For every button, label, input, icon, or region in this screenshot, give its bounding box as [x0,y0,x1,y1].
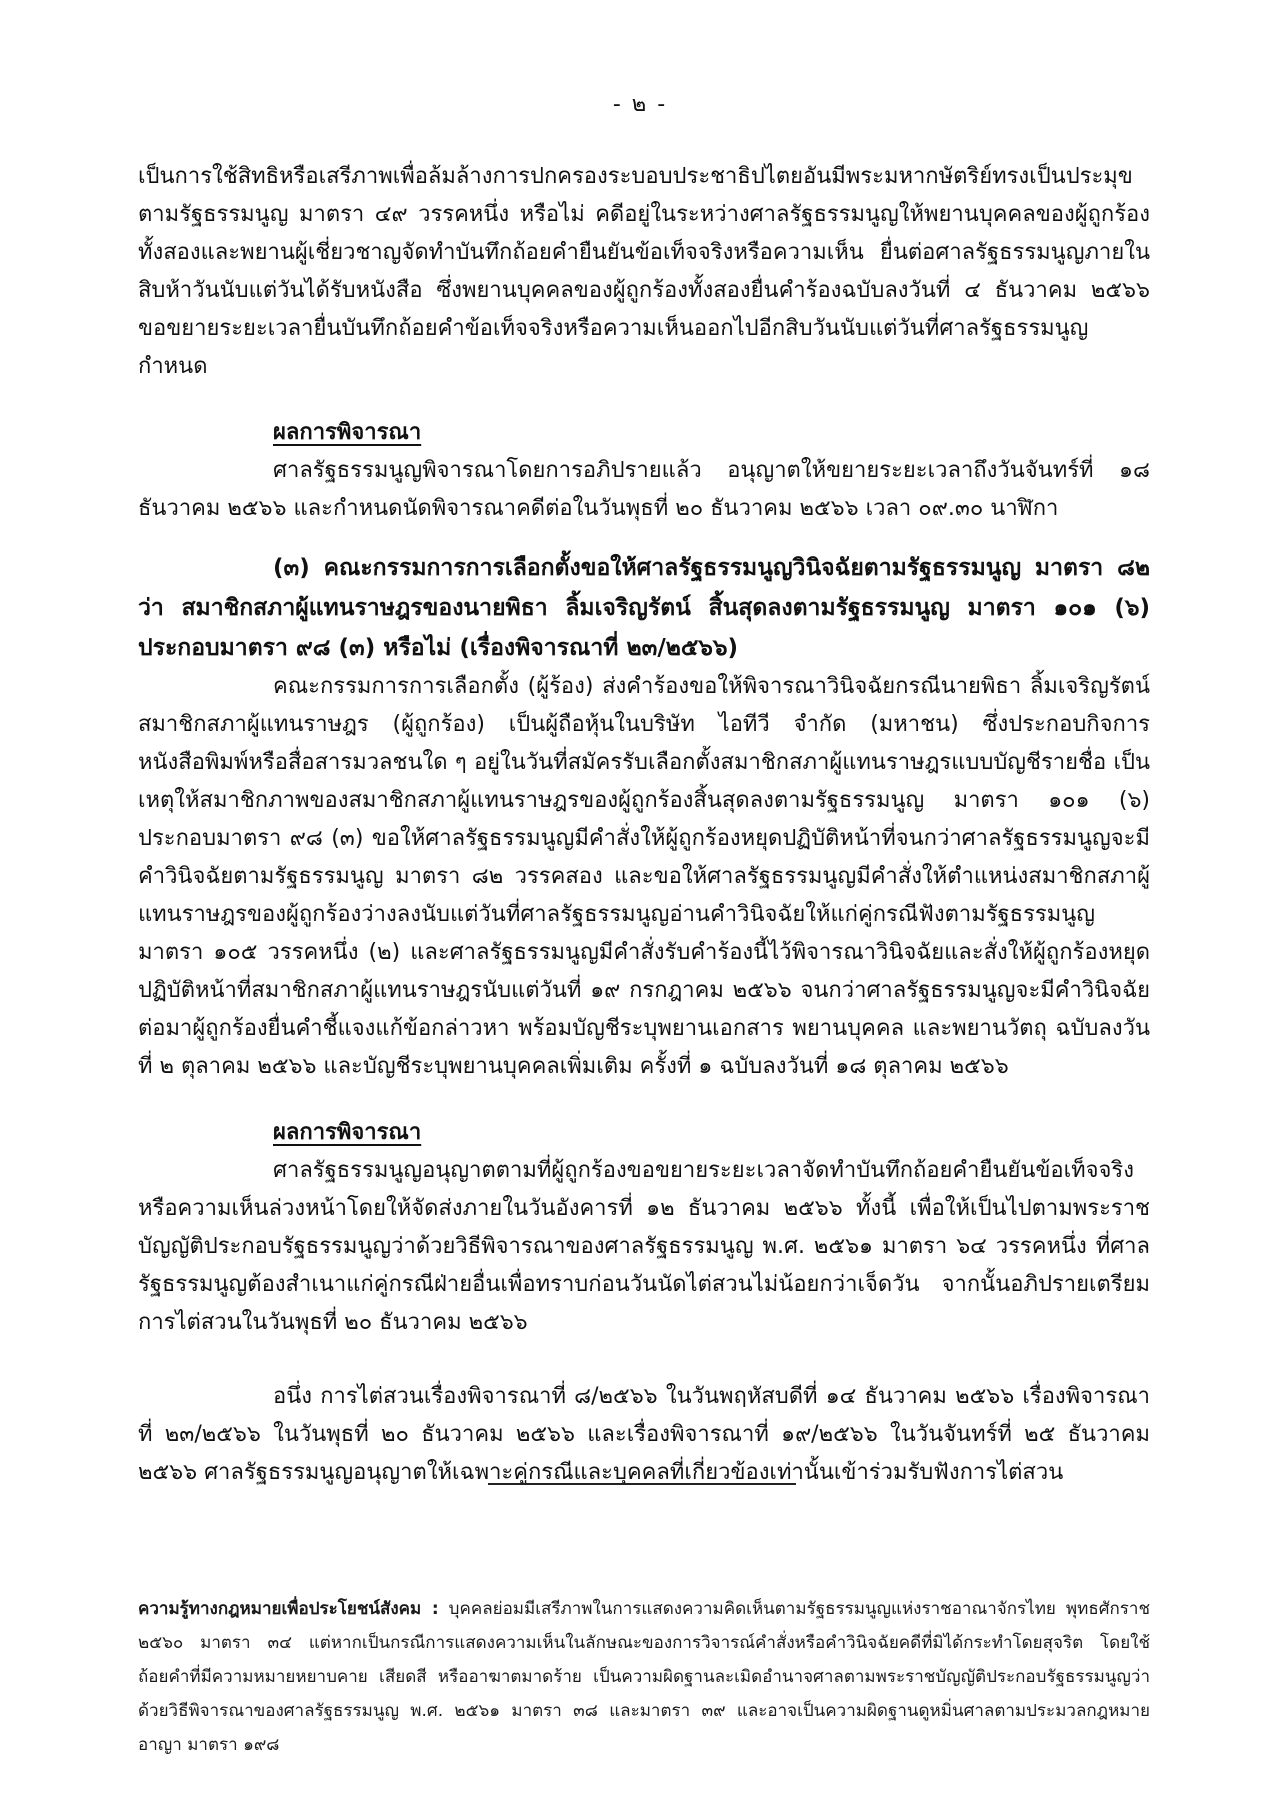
end-divider [488,1483,796,1485]
page-number: - ๒ - [612,92,668,117]
result-section-2 [138,1114,1150,1342]
result-text-2: ศาลรัฐธรรมนูญอนุญาตตามที่ผู้ถูกร้องขอขยายระยะเวลาจัดทำบันทึกถ้อยคำยืนยันข้อเท็จจริงหรือความเห็นล่วงหน้าโดยให้จัดส่งภายในวันอังคารที่ ๑๒ ธันวาคม ๒๕๖๖ ทั้งนี้ เพื่อให้เป็นไปตามพระราชบัญญัติประกอบรัฐธรรมนูญว่าด้วยวิธีพิจารณาของศาลรัฐธรรมนูญ พ.ศ. ๒๕๖๑ มาตรา ๖๔ วรรคหนึ่ง ที่ศาลรัฐธรรมนูญต้องสำเนาแก่คู่กรณีฝ่ายอื่นเพื่อทราบก่อนวันนัดไต่สวนไม่น้อยกว่าเจ็ดวัน จากนั้นอภิปรายเตรียมการไต่สวนในวันพุธที่ ๒๐ ธันวาคม ๒๕๖๖ [138,1158,1150,1335]
result-heading-2: ผลการพิจารณา [273,1120,422,1145]
document-body [138,158,1150,1492]
case-3-body: คณะกรรมการการเลือกตั้ง (ผู้ร้อง) ส่งคำร้องขอให้พิจารณาวินิจฉัยกรณีนายพิธา ลิ้มเจริญรัตน์ สมาชิกสภาผู้แทนราษฎร (ผู้ถูกร้อง) เป็นผู้ถือหุ้นในบริษัท ไอทีวี จำกัด (มหาชน) ซึ่งประกอบกิจการหนังสือพิมพ์หรือสื่อสารมวลชนใด ๆ อยู่ในวันที่สมัครรับเลือกตั้งสมาชิกสภาผู้แทนราษฎรแบบบัญชีรายชื่อ เป็นเหตุให้สมาชิกภาพของสมาชิกสภาผู้แทนราษฎรของผู้ถูกร้องสิ้นสุดลงตามรัฐธรรมนูญ มาตรา ๑๐๑ (๖) ประกอบมาตรา ๙๘ (๓) ขอให้ศาลรัฐธรรมนูญมีคำสั่งให้ผู้ถูกร้องหยุดปฏิบัติหน้าที่จนกว่าศาลรัฐธรรมนูญจะมีคำวินิจฉัยตามรัฐธรรมนูญ มาตรา ๘๒ วรรคสอง และขอให้ศาลรัฐธรรมนูญมีคำสั่งให้ตำแหน่งสมาชิกสภาผู้แทนราษฎรของผู้ถูกร้องว่างลงนับแต่วันที่ศาลรัฐธรรมนูญอ่านคำวินิจฉัยให้แก่คู่กรณีฟังตามรัฐธรรมนูญ มาตรา ๑๐๕ วรรคหนึ่ง (๒) และศาลรัฐธรรมนูญมีคำสั่งรับคำร้องนี้ไว้พิจารณาวินิจฉัยและสั่งให้ผู้ถูกร้องหยุดปฏิบัติหน้าที่สมาชิกสภาผู้แทนราษฎรนับแต่วันที่ ๑๙ กรกฎาคม ๒๕๖๖ จนกว่าศาลรัฐธรรมนูญจะมีคำวินิจฉัย ต่อมาผู้ถูกร้องยื่นคำชี้แจงแก้ข้อกล่าวหา พร้อมบัญชีระบุพยานเอกสาร พยานบุคคล และพยานวัตถุ ฉบับลงวันที่ ๒ ตุลาคม ๒๕๖๖ และบัญชีระบุพยานบุคคลเพิ่มเติม ครั้งที่ ๑ ฉบับลงวันที่ ๑๘ ตุลาคม ๒๕๖๖ [138,674,1150,1079]
footer-text: บุคคลย่อมมีเสรีภาพในการแสดงความคิดเห็นตามรัฐธรรมนูญแห่งราชอาณาจักรไทย พุทธศักราช ๒๕๖๐ มาตรา ๓๔ แต่หากเป็นกรณีการแสดงความเห็นในลักษณะของการวิจารณ์คำสั่งหรือคำวินิจฉัยคดีที่มิได้กระทำโดยสุจริต โดยใช้ถ้อยคำที่มีความหมายหยาบคาย เสียดสี หรืออาฆาตมาดร้าย เป็นความผิดฐานละเมิดอำนาจศาลตามพระราชบัญญัติประกอบรัฐธรรมนูญว่าด้วยวิธีพิจารณาของศาลรัฐธรรมนูญ พ.ศ. ๒๕๖๑ มาตรา ๓๘ และมาตรา ๓๙ และอาจเป็นความผิดฐานดูหมิ่นศาลตามประมวลกฎหมายอาญา มาตรา ๑๙๘ [138,1599,1151,1755]
case-3-section [138,548,1150,1086]
footer-label: ความรู้ทางกฎหมายเพื่อประโยชน์สังคม : [138,1599,439,1619]
legal-knowledge-footer [138,1592,1150,1762]
intro-paragraph: เป็นการใช้สิทธิหรือเสรีภาพเพื่อล้มล้างการปกครองระบอบประชาธิปไตยอันมีพระมหากษัตริย์ทรงเป็นประมุข ตามรัฐธรรมนูญ มาตรา ๔๙ วรรคหนึ่ง หรือไม่ คดีอยู่ในระหว่างศาลรัฐธรรมนูญให้พยานบุคคลของผู้ถูกร้องทั้งสองและพยานผู้เชี่ยวชาญจัดทำบันทึกถ้อยคำยืนยันข้อเท็จจริงหรือความเห็น ยื่นต่อศาลรัฐธรรมนูญภายในสิบห้าวันนับแต่วันได้รับหนังสือ ซึ่งพยานบุคคลของผู้ถูกร้องทั้งสองยื่นคำร้องฉบับลงวันที่ ๔ ธันวาคม ๒๕๖๖ ขอขยายระยะเวลายื่นบันทึกถ้อยคำข้อเท็จจริงหรือความเห็นออกไปอีกสิบวันนับแต่วันที่ศาลรัฐธรรมนูญกำหนด [138,164,1150,379]
closing-section [138,1378,1150,1492]
result-text-1: ศาลรัฐธรรมนูญพิจารณาโดยการอภิปรายแล้ว อนุญาตให้ขยายระยะเวลาถึงวันจันทร์ที่ ๑๘ ธันวาคม ๒๕๖๖ และกำหนดนัดพิจารณาคดีต่อในวันพุธที่ ๒๐ ธันวาคม ๒๕๖๖ เวลา ๐๙.๓๐ นาฬิกา [138,458,1150,521]
case-3-title: (๓) คณะกรรมการการเลือกตั้งขอให้ศาลรัฐธรรมนูญวินิจฉัยตามรัฐธรรมนูญ มาตรา ๘๒ ว่า สมาชิกสภาผู้แทนราษฎรของนายพิธา ลิ้มเจริญรัตน์ สิ้นสุดลงตามรัฐธรรมนูญ มาตรา ๑๐๑ (๖) ประกอบมาตรา ๙๘ (๓) หรือไม่ (เรื่องพิจารณาที่ ๒๓/๒๕๖๖) [138,555,1150,661]
result-heading-1: ผลการพิจารณา [273,420,422,445]
result-section-1 [138,414,1150,528]
closing-paragraph: อนึ่ง การไต่สวนเรื่องพิจารณาที่ ๘/๒๕๖๖ ในวันพฤหัสบดีที่ ๑๔ ธันวาคม ๒๕๖๖ เรื่องพิจารณาที่ ๒๓/๒๕๖๖ ในวันพุธที่ ๒๐ ธันวาคม ๒๕๖๖ และเรื่องพิจารณาที่ ๑๙/๒๕๖๖ ในวันจันทร์ที่ ๒๕ ธันวาคม ๒๕๖๖ ศาลรัฐธรรมนูญอนุญาตให้เฉพาะคู่กรณีและบุคคลที่เกี่ยวข้องเท่านั้นเข้าร่วมรับฟังการไต่สวน [138,1384,1150,1485]
